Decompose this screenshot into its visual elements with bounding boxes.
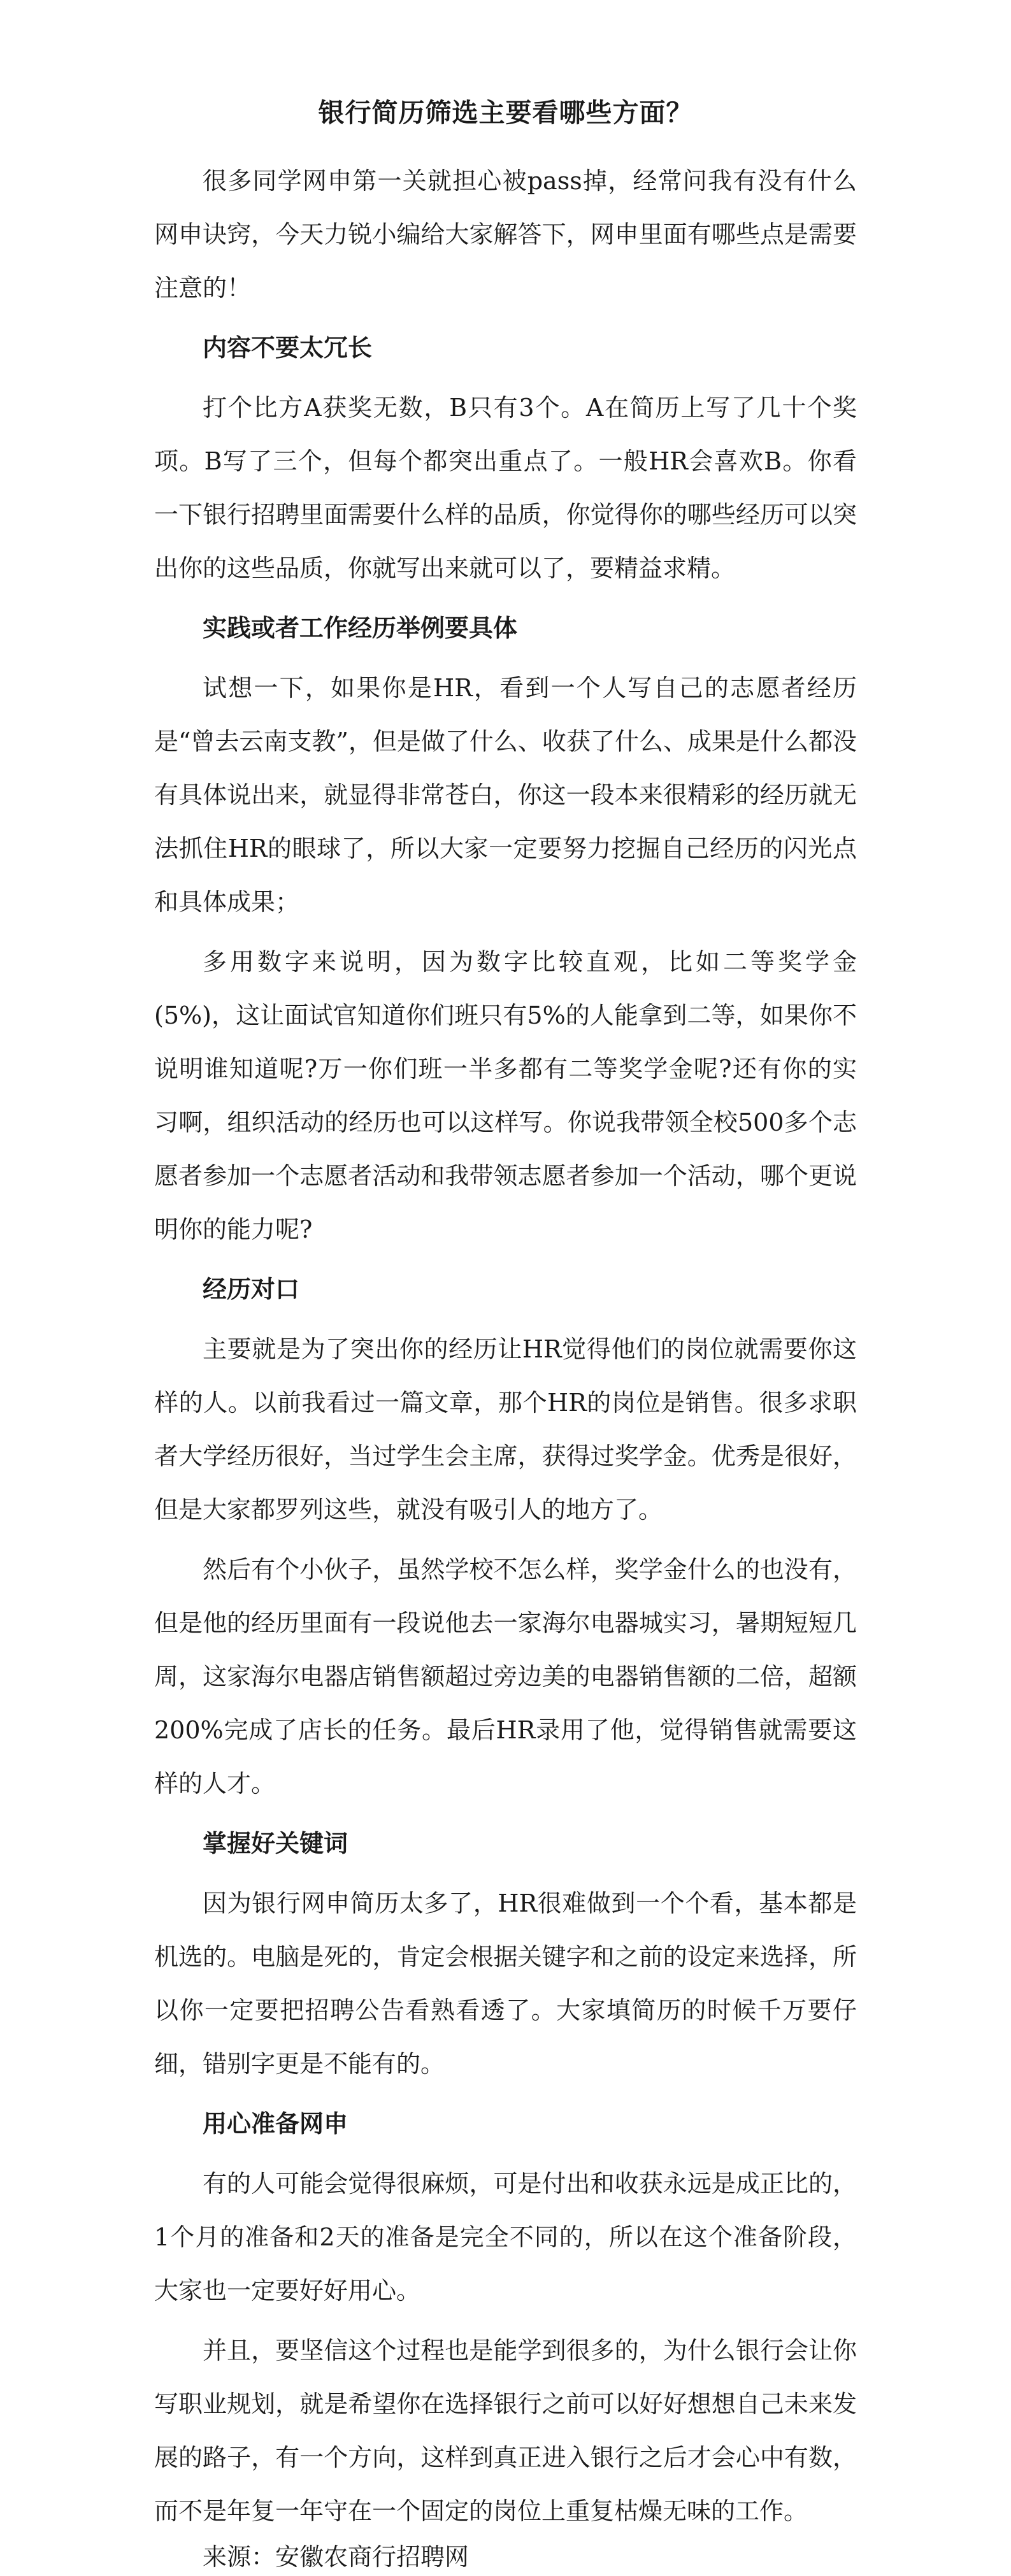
- section-paragraph: 打个比方A获奖无数，B只有3个。A在简历上写了几十个奖项。B写了三个，但每个都突出重点了。一般HR会喜欢B。你看一下银行招聘里面需要什么样的品质，你觉得你的哪些经历可以突出你的这些品质，你就写出来就可以了，要精益求精。: [154, 394, 857, 582]
- source-line: 来源：安徽农商行招聘网: [203, 2543, 470, 2571]
- section-heading-specific-examples: 实践或者工作经历举例要具体: [203, 613, 518, 642]
- section-heading-keywords: 掌握好关键词: [203, 1829, 348, 1857]
- section-paragraph: 并且，要坚信这个过程也是能学到很多的，为什么银行会让你写职业规划，就是希望你在选择银行之前可以好好想想自己未来发展的路子，有一个方向，这样到真正进入银行之后才会心中有数，而不是年复一年守在一个固定的岗位上重复枯燥无味的工作。: [154, 2336, 857, 2525]
- section-paragraph: 主要就是为了突出你的经历让HR觉得他们的岗位就需要你这样的人。以前我看过一篇文章，那个HR的岗位是销售。很多求职者大学经历很好，当过学生会主席，获得过奖学金。优秀是很好，但是大家都罗列这些，就没有吸引人的地方了。: [154, 1335, 857, 1524]
- section-paragraph: 试想一下，如果你是HR，看到一个人写自己的志愿者经历是“曾去云南支教”，但是做了什么、收获了什么、成果是什么都没有具体说出来，就显得非常苍白，你这一段本来很精彩的经历就无法抓住HR的眼球了，所以大家一定要努力挖掘自己经历的闪光点和具体成果；: [154, 674, 857, 916]
- section-heading-content-length: 内容不要太冗长: [203, 333, 373, 362]
- section-paragraph: 因为银行网申简历太多了，HR很难做到一个个看，基本都是机选的。电脑是死的，肯定会根据关键字和之前的设定来选择，所以你一定要把招聘公告看熟看透了。大家填简历的时候千万要仔细，错别字更是不能有的。: [154, 1889, 857, 2078]
- section-paragraph: 多用数字来说明，因为数字比较直观，比如二等奖学金(5%)，这让面试官知道你们班只有5%的人能拿到二等，如果你不说明谁知道呢?万一你们班一半多都有二等奖学金呢?还有你的实习啊，组织活动的经历也可以这样写。你说我带领全校500多个志愿者参加一个志愿者活动和我带领志愿者参加一个活动，哪个更说明你的能力呢?: [154, 948, 857, 1243]
- section-paragraph: 然后有个小伙子，虽然学校不怎么样，奖学金什么的也没有，但是他的经历里面有一段说他去一家海尔电器城实习，暑期短短几周，这家海尔电器店销售额超过旁边美的电器销售额的二倍，超额200%完成了店长的任务。最后HR录用了他，觉得销售就需要这样的人才。: [154, 1556, 857, 1798]
- section-heading-relevant-experience: 经历对口: [203, 1275, 300, 1303]
- article-title: 银行简历筛选主要看哪些方面？: [318, 97, 693, 128]
- section-heading-careful-preparation: 用心准备网申: [203, 2109, 348, 2138]
- intro-paragraph: 很多同学网申第一关就担心被pass掉，经常问我有没有什么网申诀窍，今天力锐小编给大家解答下，网申里面有哪些点是需要注意的！: [154, 167, 857, 302]
- section-paragraph: 有的人可能会觉得很麻烦，可是付出和收获永远是成正比的，1个月的准备和2天的准备是完全不同的，所以在这个准备阶段，大家也一定要好好用心。: [154, 2170, 857, 2305]
